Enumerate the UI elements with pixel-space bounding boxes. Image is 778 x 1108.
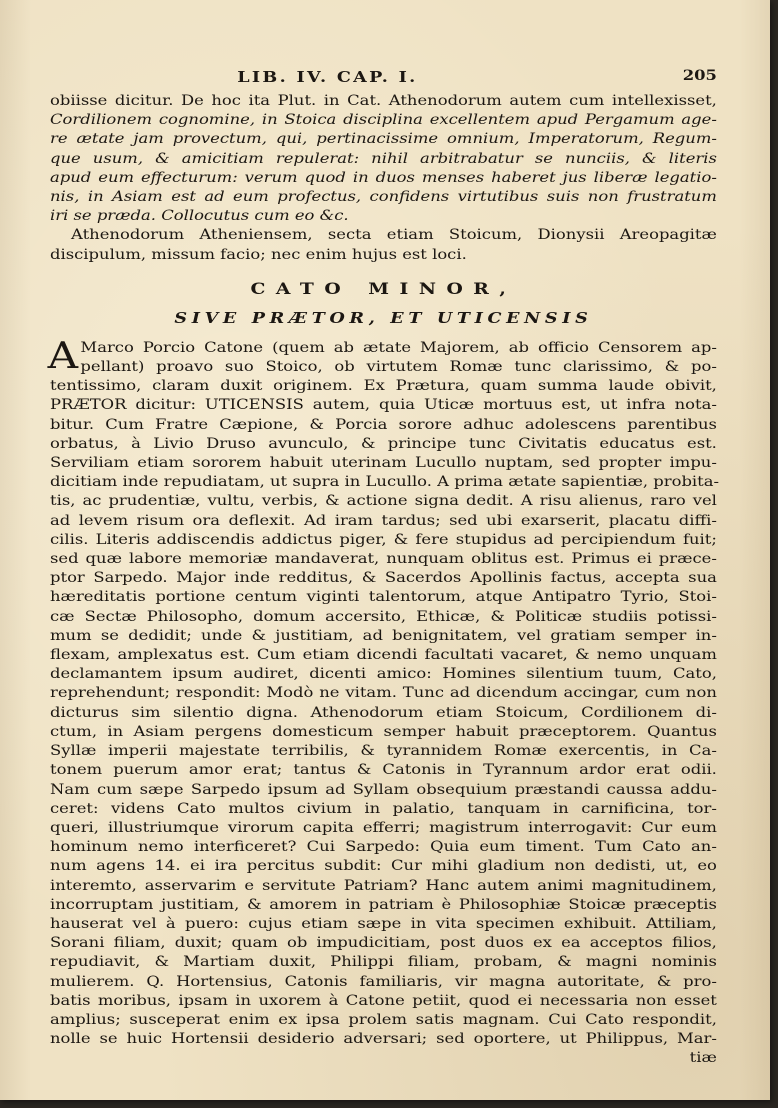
- body-line: PRÆTOR dicitur: UTICENSIS autem, quia Uticæ mortuus est, ut infra nota-: [50, 397, 717, 414]
- body-line: cilis. Literis addiscendis addictus piger, & fere stupidus ad percipiendum fuit;: [50, 531, 717, 548]
- cato-biography: [47, 335, 720, 1069]
- catchword: tiæ: [689, 1050, 717, 1067]
- body-line: Nam cum sæpe Sarpedo ipsum ad Syllam obsequium præstandi caussa addu-: [50, 781, 717, 798]
- drop-cap: A: [47, 335, 79, 377]
- body-line: queri, illustriumque virorum capita efferri; magistrum interrogavit: Cur eum: [50, 819, 717, 836]
- body-line: nolle se huic Hortensii desiderio adversari; sed oportere, ut Philippus, Mar-: [50, 1031, 717, 1048]
- quote-line: que usum, & amicitiam repulerat: nihil arbitrabatur se nunciis, & literis: [50, 150, 717, 167]
- body-line: pellant) proavo suo Stoico, ob virtutem Romæ tunc clarissimo, & po-: [80, 359, 717, 376]
- body-line: reprehendunt; respondit: Modò ne vitam. Tunc ad dicendum accingar, cum non: [50, 685, 717, 702]
- running-title: LIB. IV. CAP. I.: [237, 68, 418, 86]
- body-line: bitur. Cum Fratre Cæpione, & Porcia sorore adhuc adolescens parentibus: [50, 416, 717, 433]
- quote-line: iri se præda. Collocutus cum eo &c.: [50, 208, 349, 225]
- body-line: mulierem. Q. Hortensius, Catonis familiaris, vir magna autoritate, & pro-: [50, 973, 717, 990]
- paragraph-line: discipulum, missum facio; nec enim hujus est loci.: [50, 246, 467, 263]
- body-line: mum se dedidit; unde & justitiam, ad benignitatem, vel gratiam semper in-: [50, 627, 717, 644]
- body-line: tentissimo, claram duxit originem. Ex Prætura, quam summa laude obivit,: [50, 378, 717, 395]
- body-line: hæreditatis portione centum viginti talentorum, atque Antipatro Tyrio, Stoi-: [50, 589, 717, 606]
- body-line: interemto, asservarim e servitute Patriam? Hanc autem animi magnitudinem,: [50, 877, 717, 894]
- body-line: sed quæ labore memoriæ mandaverat, nunquam oblitus est. Primus ei præce-: [50, 551, 717, 568]
- body-line: hauserat vel à puero: cujus etiam sæpe in vita specimen exhibuit. Attiliam,: [50, 915, 717, 932]
- body-line: dicturus sim silentio digna. Athenodorum etiam Stoicum, Cordilionem di-: [50, 704, 717, 721]
- body-line: ptor Sarpedo. Major inde redditus, & Sacerdos Apollinis factus, accepta sua: [50, 570, 717, 587]
- body-line: Serviliam etiam sororem habuit uterinam Lucullo nuptam, sed propter impu-: [50, 455, 717, 472]
- body-line: ctum, in Asiam pergens domesticum semper habuit præceptorem. Quantus: [50, 723, 717, 740]
- body-line: orbatus, à Livio Druso avunculo, & principe tunc Civitatis educatus est.: [50, 435, 717, 452]
- quote-line: obiisse dicitur. De hoc ita Plut. in Cat. Athenodorum autem cum intellexisset,: [50, 93, 717, 109]
- body-line: amplius; susceperat enim ex ipsa prolem satis magnam. Cui Cato respondit,: [50, 1011, 717, 1028]
- quote-line: apud eum effecturum: verum quod in duos menses haberet jus liberæ legatio-: [50, 169, 717, 186]
- body-line: ceret: videns Cato multos civium in palatio, tanquam in carnificina, tor-: [50, 800, 717, 817]
- section-subheading: SIVE PRÆTOR, ET UTICENSIS: [174, 308, 593, 327]
- body-line: hominum nemo interficeret? Cui Sarpedo: Quia eum timent. Tum Cato an-: [50, 839, 717, 856]
- body-line: cæ Sectæ Philosopho, domum accersito, Ethicæ, & Politicæ studiis potissi-: [50, 608, 717, 625]
- running-head: [50, 62, 717, 92]
- body-line: declamantem ipsum audiret, dicenti amico: Homines silentium tuum, Cato,: [50, 666, 717, 683]
- page-text-block: [47, 62, 720, 1069]
- plutarch-quote: [50, 92, 717, 226]
- section-heading: CATO MINOR,: [250, 278, 517, 298]
- body-line: tis, ac prudentiæ, vultu, verbis, & actione signa dedit. A risu alienus, raro vel: [50, 493, 717, 510]
- quote-line: nis, in Asiam est ad eum profectus, confidens virtutibus suis non frustratum: [50, 189, 717, 206]
- body-line: flexam, amplexatus est. Cum etiam dicendi facultati vacaret, & nemo unquam: [50, 647, 717, 664]
- body-line: dicitiam inde repudiatam, ut supra in Lucullo. A prima ætate sapientiæ, probita-: [50, 474, 720, 491]
- quote-line: re ætate jam provectum, qui, pertinacissime omnium, Imperatorum, Regum-: [50, 131, 717, 148]
- body-line: repudiavit, & Martiam duxit, Philippi filiam, probam, & magni nominis: [50, 954, 717, 971]
- athenodorus-paragraph: [50, 226, 717, 264]
- body-line: tonem puerum amor erat; tantus & Catonis in Tyrannum ardor erat odii.: [50, 762, 717, 779]
- body-line-text: Marco Porcio Catone (quem ab ætate Majorem, ab officio Censorem ap-: [80, 339, 717, 356]
- body-line: ad levem risum ora deflexit. Ad iram tardus; sed ubi exarserit, placatu diffi-: [50, 512, 717, 529]
- paragraph-line: Athenodorum Atheniensem, secta etiam Stoicum, Dionysii Areopagitæ: [71, 227, 717, 244]
- quote-line: Cordilionem cognomine, in Stoica disciplina excellentem apud Pergamum age-: [50, 112, 717, 129]
- body-line: Sorani filiam, duxit; quam ob impudicitiam, post duos ex ea acceptos filios,: [50, 935, 717, 952]
- body-line: num agens 14. ei ira percitus subdit: Cur mihi gladium non dedisti, ut, eo: [50, 858, 717, 875]
- page-number: 205: [682, 68, 717, 84]
- body-line: Syllæ imperii majestate terribilis, & tyrannidem Romæ exercentis, in Ca-: [50, 743, 717, 760]
- body-line: batis moribus, ipsam in uxorem à Catone petiit, quod ei necessaria non esset: [50, 992, 717, 1009]
- body-line: incorruptam justitiam, & amorem in patriam è Philosophiæ Stoicæ præceptis: [50, 896, 717, 913]
